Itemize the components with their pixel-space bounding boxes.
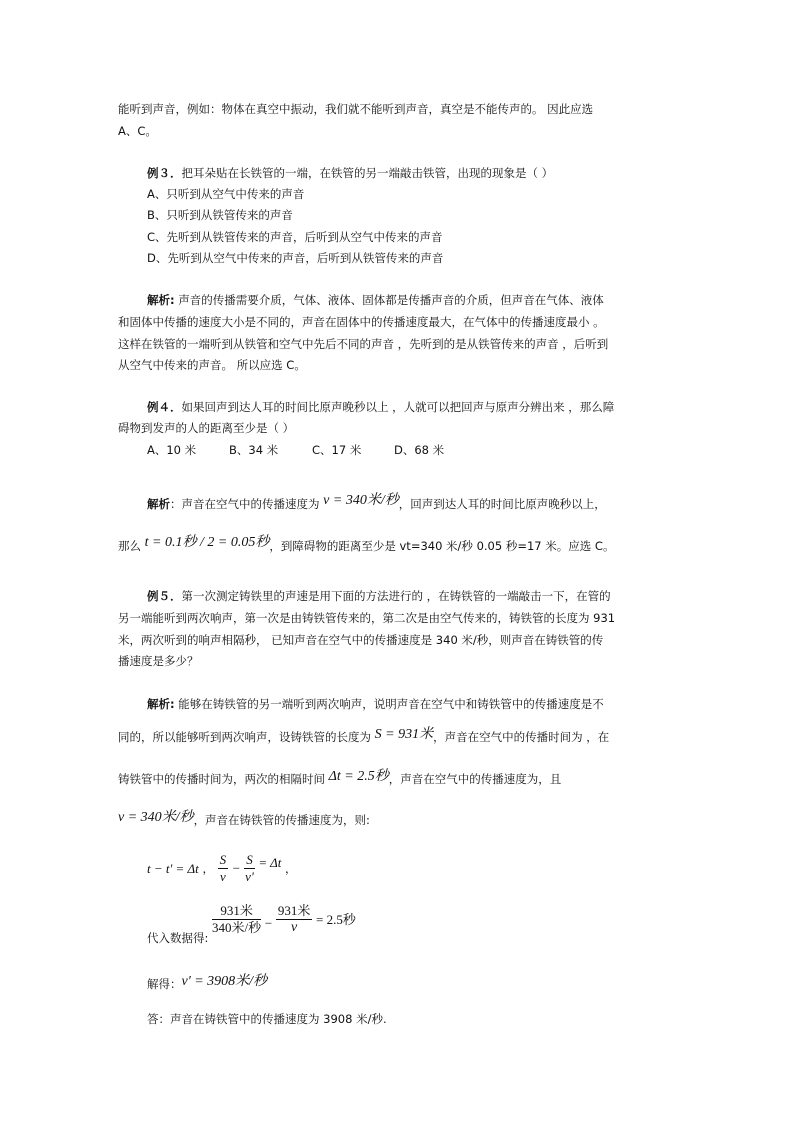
denominator: 340米/秒 [212, 920, 262, 935]
denominator: v [290, 920, 298, 935]
example-3-analysis-line-2: 和固体中传播的速度大小是不同的，声音在固体中的传播速度最大，在气体中的传播速度最小 。 [118, 315, 605, 329]
analysis-text: ，到障碍物的距离至少是 vt=340 米/秒 0.05 秒=17 米。应选 C。 [269, 539, 615, 553]
numerator: S [246, 852, 253, 867]
final-answer: 答：声音在铸铁管中的传播速度为 3908 米/秒. [147, 1012, 387, 1026]
denominator: v' [245, 869, 254, 884]
solution-row [147, 976, 267, 993]
intro-line-1: 能听到声音，例如：物体在真空中振动，我们就不能听到声音，真空是不能传声的。 因此应选 [118, 102, 594, 116]
example-5-label: 例５． [147, 589, 182, 603]
example-4-option-d: D、68 米 [394, 443, 445, 457]
example-4-question-line-2: 碍物到发声的人的距离至少是（ ） [118, 421, 295, 435]
numerator: S [219, 852, 227, 867]
solution-label: 解得： [147, 977, 182, 991]
formula-length: S = 931米 [374, 727, 434, 742]
example-5-analysis-line-3 [118, 771, 561, 788]
example-3-option-c: C、先听到从铁管传来的声音，后听到从空气中传来的声音 [147, 230, 443, 244]
numerator: 931米 [212, 903, 261, 920]
formula-velocity: v = 340米/秒 [323, 493, 399, 508]
analysis-text: 铸铁管中的传播时间为，两次的相隔时间 [118, 772, 325, 786]
example-3-option-d: D、先听到从空气中传来的声音，后听到从铁管传来的声音 [147, 251, 444, 265]
example-3-analysis-line-1 [147, 292, 604, 308]
denominator: v [219, 869, 226, 884]
example-4-label: 例４． [147, 400, 182, 414]
example-5-analysis-line-2 [118, 729, 609, 746]
equation-time-difference: t − t' = Δt [147, 860, 199, 876]
analysis-label: 解析: [147, 293, 175, 307]
example-4-text: 如果回声到达人耳的时间比原声晚秒以上 ，人就可以把回声与原声分辨出来 ，那么障 [181, 400, 615, 414]
substitution-label: 代入数据得: [147, 930, 209, 945]
analysis-text: ，回声到达人耳的时间比原声晚秒以上， [398, 497, 606, 511]
substitution-row [147, 903, 356, 945]
intro-line-2: A、C。 [118, 124, 157, 138]
example-4-analysis-line-2 [118, 535, 615, 555]
example-3-option-b: B、只听到从铁管传来的声音 [147, 208, 293, 222]
example-5-text: 第一次测定铸铁里的声速是用下面的方法进行的 ，在铸铁管的一端敲击一下，在管的 [181, 589, 611, 603]
substitution-rhs: = 2.5秒 [315, 911, 356, 927]
formula-time: t = 0.1秒 / 2 = 0.05秒 [144, 535, 270, 550]
analysis-label: 解析 [147, 497, 170, 511]
example-4-analysis-line-1 [147, 493, 606, 513]
fraction-931-over-v [276, 903, 313, 936]
analysis-text: 那么 [118, 539, 141, 553]
solution-value: v' = 3908米/秒 [181, 974, 268, 989]
analysis-text: 能够在铸铁管的另一端听到两次响声，说明声音在空气中和铸铁管中的传播速度是不 [174, 697, 604, 711]
example-5-question-line-2: 另一端能听到两次响声，第一次是由铸铁管传来的，第二次是由空气传来的，铸铁管的长度为 931 [118, 611, 616, 625]
example-4-option-b: B、34 米 [229, 443, 279, 457]
fraction-931-over-340 [212, 903, 261, 936]
example-3-question [147, 165, 553, 181]
example-3-label: 例３． [147, 166, 182, 180]
analysis-text: ：声音在空气中的传播速度为 [170, 497, 320, 511]
example-5-analysis-line-4 [118, 812, 370, 829]
minus-sign: − [264, 915, 273, 931]
fraction-s-over-v-prime [244, 852, 255, 885]
example-3-option-a: A、只听到从空气中传来的声音 [147, 187, 305, 201]
example-5-question-line-1 [147, 588, 611, 604]
equation-rhs: = Δt [258, 854, 282, 870]
analysis-text: ，声音在铸铁管的传播速度为，则: [193, 813, 370, 827]
analysis-text: ，声音在空气中的传播速度为，且 [388, 772, 562, 786]
example-4-option-c: C、17 米 [312, 443, 362, 457]
fraction-s-over-v [218, 852, 229, 885]
separator: ， [202, 861, 214, 876]
analysis-text: 声音的传播需要介质，气体、液体、固体都是传播声音的介质，但声音在气体、液体 [174, 293, 604, 307]
separator: ， [285, 861, 297, 876]
example-4-option-a: A、10 米 [147, 443, 197, 457]
analysis-label: 解析: [147, 697, 175, 711]
example-4-question-line-1 [147, 399, 614, 415]
numerator: 931米 [277, 903, 311, 918]
example-4-options [147, 442, 444, 458]
example-5-question-line-3: 米，两次听到的响声相隔秒， 已知声音在空气中的传播速度是 340 米/秒，则声音在铸铁管的传 [118, 633, 604, 647]
formula-delta-t: Δt = 2.5秒 [328, 769, 389, 784]
minus-sign: − [231, 860, 241, 876]
example-3-analysis-line-3: 这样在铁管的一端听到从铁管和空气中先后不同的声音 ，先听到的是从铁管传来的声音 ，后听到 [118, 337, 609, 351]
example-3-text: 把耳朵贴在长铁管的一端，在铁管的另一端敲击铁管，出现的现象是（ ） [181, 166, 554, 180]
analysis-text: ，声音在空气中的传播时间为 ，在 [433, 730, 610, 744]
example-5-analysis-line-1 [147, 696, 604, 712]
analysis-text: 同的，所以能够听到两次响声，设铸铁管的长度为 [118, 730, 371, 744]
equation-row [147, 852, 297, 885]
example-5-question-line-4: 播速度是多少？ [118, 654, 199, 668]
example-3-analysis-line-4: 从空气中传来的声音。 所以应选 C。 [118, 358, 306, 372]
formula-velocity-air: v = 340米/秒 [118, 810, 194, 825]
